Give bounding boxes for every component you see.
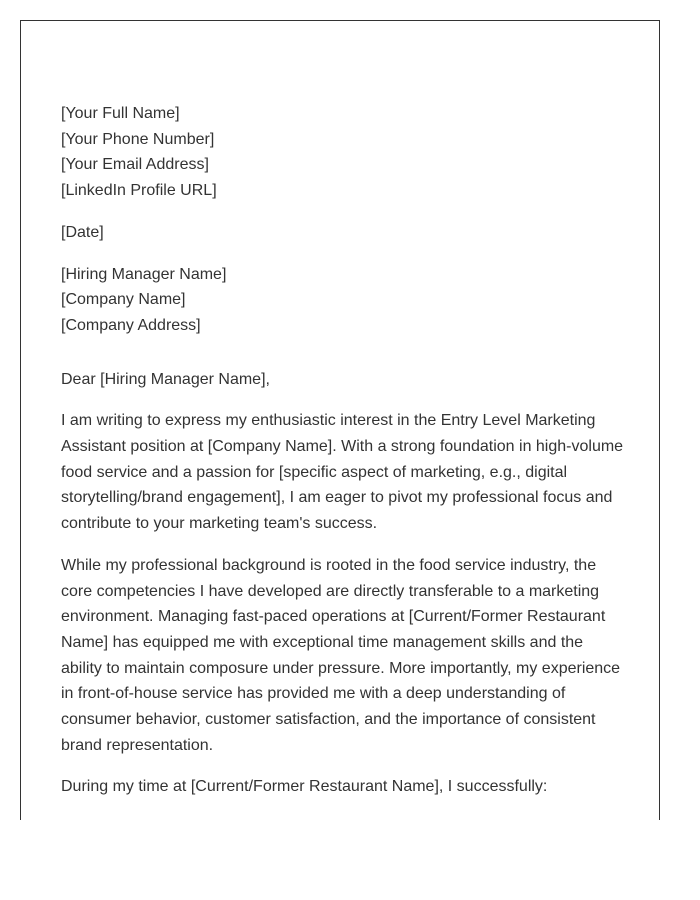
sender-block xyxy=(61,101,626,204)
recipient-manager: [Hiring Manager Name] xyxy=(61,265,227,283)
body-paragraph-1: I am writing to express my enthusiastic interest in the Entry Level Marketing Assistant position at [Company Name]. With a strong foundation in high-volume food service and a passion for [specific aspect of marketing, e.g., digital storytelling/brand engagement], I am eager to pivot my professional focus and contribute to your marketing team's success. xyxy=(61,412,624,533)
letter-content xyxy=(61,101,626,800)
letter-date: [Date] xyxy=(61,223,104,241)
recipient-block xyxy=(61,262,626,339)
sender-name: [Your Full Name] xyxy=(61,105,180,122)
body-paragraph-2: While my professional background is rooted in the food service industry, the core competencies I have developed are directly transferable to a marketing environment. Managing fast-paced operations at [Current/Former Restaurant Name] has equipped me with exceptional time management skills and the ability to maintain composure under pressure. More importantly, my experience in front-of-house service has provided me with a deep understanding of consumer behavior, customer satisfaction, and the importance of consistent brand representation. xyxy=(61,556,621,754)
sender-email: [Your Email Address] xyxy=(61,156,209,174)
letter-page xyxy=(20,20,660,820)
date-block xyxy=(61,220,626,246)
recipient-company: [Company Name] xyxy=(61,291,186,309)
salutation-block xyxy=(61,367,626,393)
recipient-address: [Company Address] xyxy=(61,316,201,334)
sender-linkedin: [LinkedIn Profile URL] xyxy=(61,182,217,200)
salutation: Dear [Hiring Manager Name], xyxy=(61,370,270,388)
body-paragraph-3: During my time at [Current/Former Restaurant Name], I successfully: xyxy=(61,778,548,796)
sender-phone: [Your Phone Number] xyxy=(61,130,215,148)
